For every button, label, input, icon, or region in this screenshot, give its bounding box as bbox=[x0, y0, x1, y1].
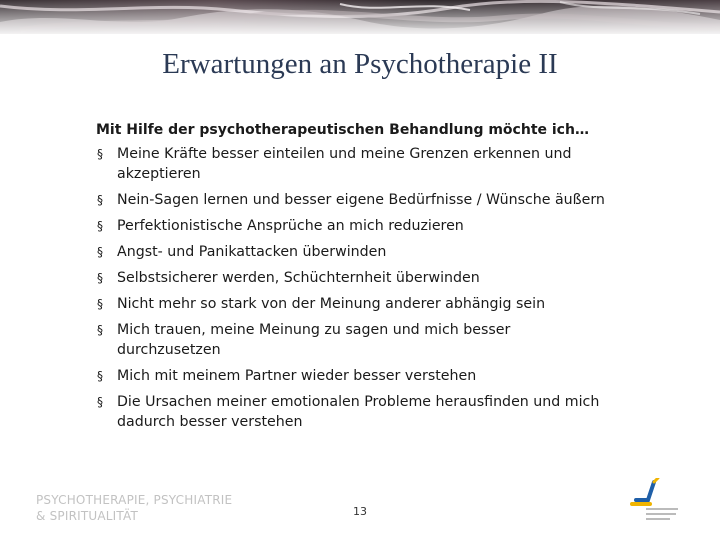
page-number: 13 bbox=[353, 505, 367, 518]
bullet-text: Angst- und Panikattacken überwinden bbox=[117, 244, 387, 260]
bullet-marker: § bbox=[97, 297, 103, 311]
list-item bbox=[96, 216, 616, 236]
list-item bbox=[96, 320, 616, 360]
bullet-text: Nein-Sagen lernen und besser eigene Bedürfnisse / Wünsche äußern bbox=[117, 192, 605, 208]
list-item bbox=[96, 190, 616, 210]
bullet-text: Mich trauen, meine Meinung zu sagen und mich besser durchzusetzen bbox=[117, 322, 511, 358]
bullet-text: Selbstsicherer werden, Schüchternheit überwinden bbox=[117, 270, 480, 286]
bullet-text: Die Ursachen meiner emotionalen Probleme herausfinden und mich dadurch besser verstehen bbox=[117, 394, 600, 430]
list-item bbox=[96, 392, 616, 432]
list-item bbox=[96, 242, 616, 262]
slide-title: Erwartungen an Psychotherapie II bbox=[162, 48, 558, 80]
bullet-list bbox=[96, 144, 616, 432]
footer-caption bbox=[36, 492, 232, 524]
bullet-marker: § bbox=[97, 245, 103, 259]
bullet-marker: § bbox=[97, 395, 103, 409]
bullet-marker: § bbox=[97, 219, 103, 233]
footer-line-1: PSYCHOTHERAPIE, PSYCHIATRIE bbox=[36, 493, 233, 507]
bullet-marker: § bbox=[97, 147, 103, 161]
organization-logo-icon bbox=[624, 478, 684, 528]
list-item bbox=[96, 268, 616, 288]
list-item bbox=[96, 294, 616, 314]
footer-line-2: & SPIRITUALITÄT bbox=[36, 509, 138, 523]
bullet-text: Mich mit meinem Partner wieder besser verstehen bbox=[117, 368, 477, 384]
bullet-marker: § bbox=[97, 271, 103, 285]
bullet-marker: § bbox=[97, 369, 103, 383]
list-item bbox=[96, 144, 616, 184]
list-item bbox=[96, 366, 616, 386]
bullet-text: Perfektionistische Ansprüche an mich reduzieren bbox=[117, 218, 464, 234]
bullet-text: Nicht mehr so stark von der Meinung anderer abhängig sein bbox=[117, 296, 546, 312]
bullet-marker: § bbox=[97, 193, 103, 207]
bullet-marker: § bbox=[97, 323, 103, 337]
header-banner-image bbox=[0, 0, 720, 34]
bullet-text: Meine Kräfte besser einteilen und meine Grenzen erkennen und akzeptieren bbox=[117, 146, 572, 182]
intro-text: Mit Hilfe der psychotherapeutischen Behandlung möchte ich… bbox=[96, 122, 589, 138]
slide-body bbox=[96, 120, 616, 438]
